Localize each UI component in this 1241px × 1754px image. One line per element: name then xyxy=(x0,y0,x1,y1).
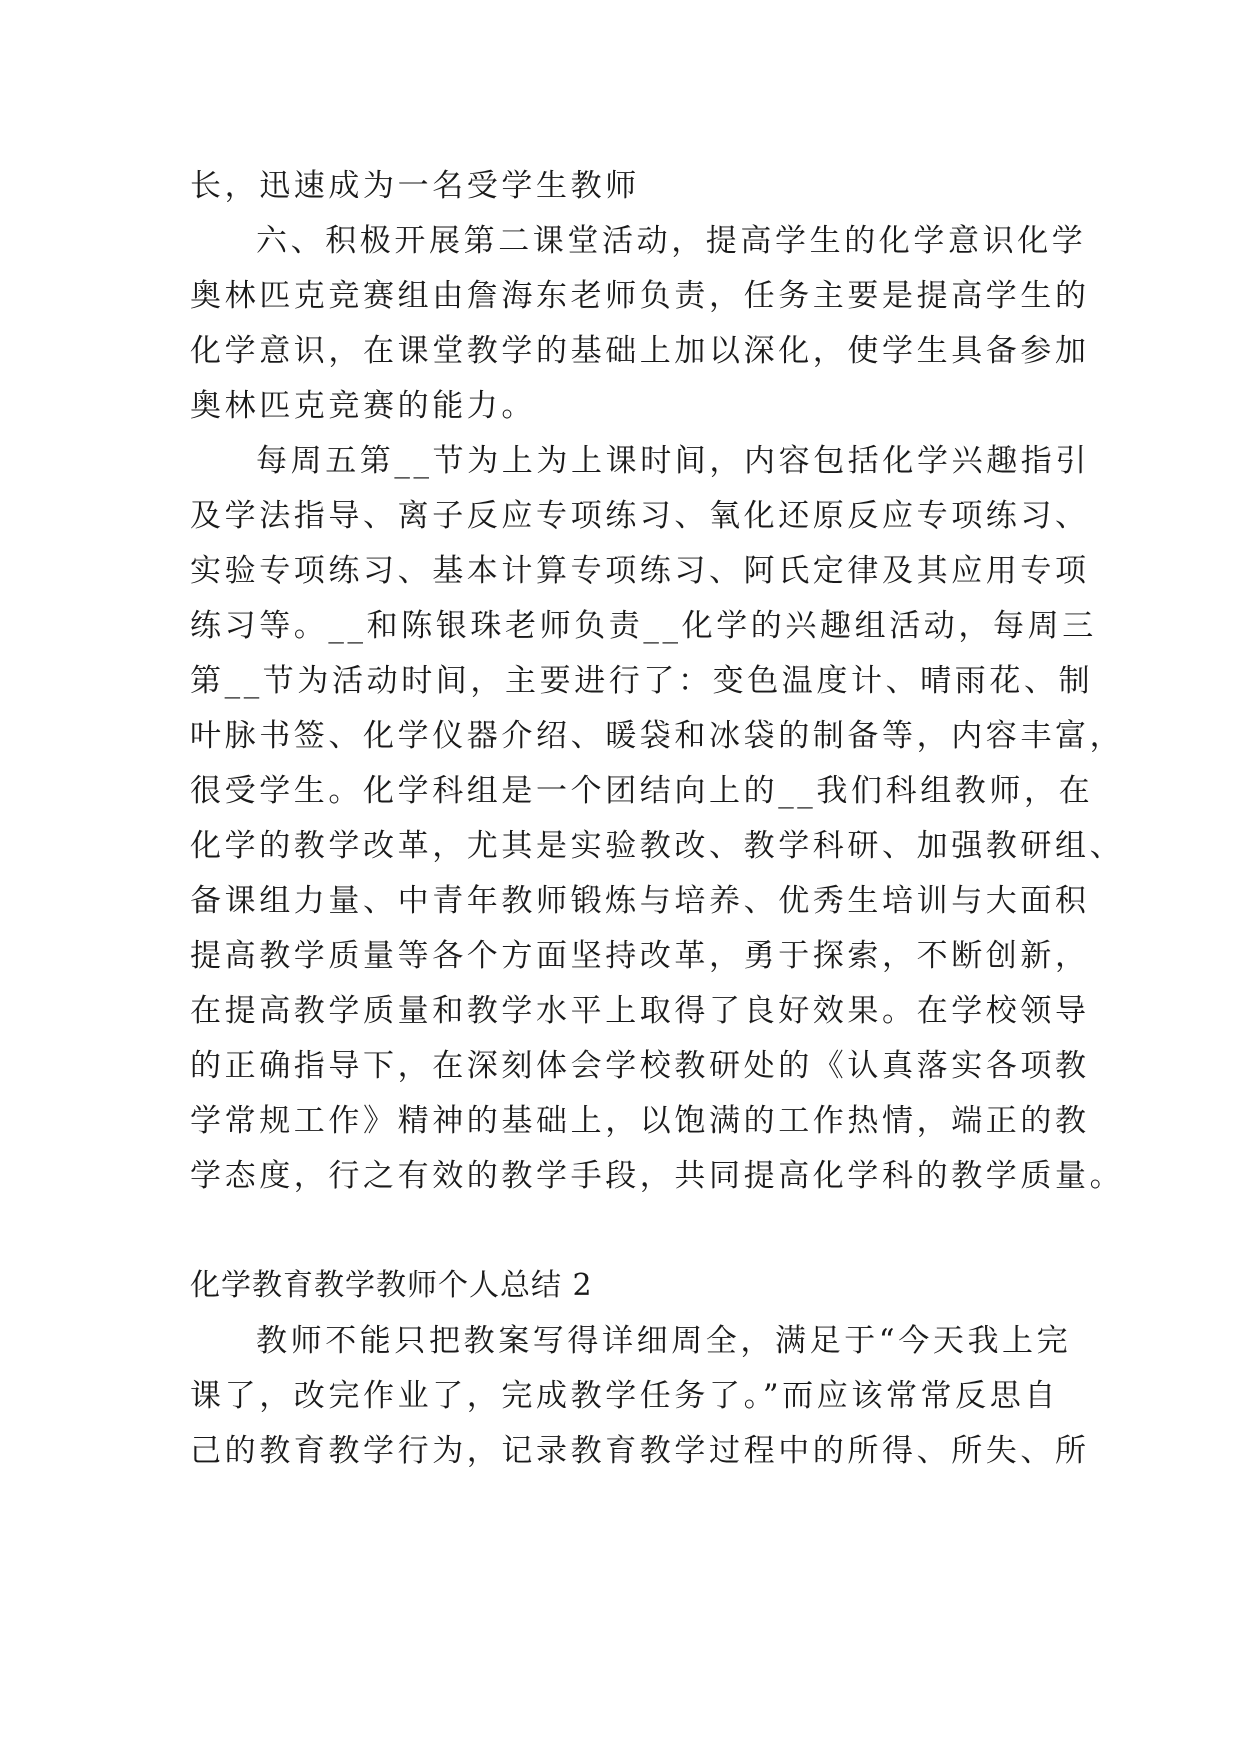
text-line: 化学的教学改革，尤其是实验教改、教学科研、加强教研组、 xyxy=(190,828,1125,864)
text-line: 备课组力量、中青年教师锻炼与培养、优秀生培训与大面积 xyxy=(190,883,1090,919)
text-line: 的正确指导下，在深刻体会学校教研处的《认真落实各项教 xyxy=(190,1048,1090,1084)
text-line: 教师不能只把教案写得详细周全，满足于“今天我上完 xyxy=(256,1323,1072,1359)
text-line: 在提高教学质量和教学水平上取得了良好效果。在学校领导 xyxy=(190,993,1090,1029)
text-line: 奥林匹克竞赛的能力。 xyxy=(190,388,536,424)
text-line: 第__节为活动时间，主要进行了：变色温度计、晴雨花、制 xyxy=(190,663,1094,699)
text-line: 叶脉书签、化学仪器介绍、暖袋和冰袋的制备等，内容丰富， xyxy=(190,718,1125,754)
text-line: 六、积极开展第二课堂活动，提高学生的化学意识化学 xyxy=(256,223,1087,259)
text-line: 及学法指导、离子反应专项练习、氧化还原反应专项练习、 xyxy=(190,498,1090,534)
text-line: 每周五第__节为上为上课时间，内容包括化学兴趣指引 xyxy=(256,443,1090,479)
text-line: 学常规工作》精神的基础上，以饱满的工作热情，端正的教 xyxy=(190,1103,1090,1139)
text-line: 练习等。__和陈银珠老师负责__化学的兴趣组活动，每周三 xyxy=(190,608,1097,644)
text-line: 化学意识，在课堂教学的基础上加以深化，使学生具备参加 xyxy=(190,333,1090,369)
text-line: 学态度，行之有效的教学手段，共同提高化学科的教学质量。 xyxy=(190,1158,1125,1194)
text-line: 提高教学质量等各个方面坚持改革，勇于探索，不断创新， xyxy=(190,938,1090,974)
text-line: 己的教育教学行为，记录教育教学过程中的所得、所失、所 xyxy=(190,1433,1090,1469)
text-line: 奥林匹克竞赛组由詹海东老师负责，任务主要是提高学生的 xyxy=(190,278,1090,314)
text-line: 实验专项练习、基本计算专项练习、阿氏定律及其应用专项 xyxy=(190,553,1090,589)
text-line: 课了，改完作业了，完成教学任务了。”而应该常常反思自 xyxy=(190,1378,1059,1414)
section-heading: 化学教育教学教师个人总结 2 xyxy=(190,1268,593,1303)
text-line: 长，迅速成为一名受学生教师 xyxy=(190,168,640,204)
text-line: 很受学生。化学科组是一个团结向上的__我们科组教师，在 xyxy=(190,773,1094,809)
